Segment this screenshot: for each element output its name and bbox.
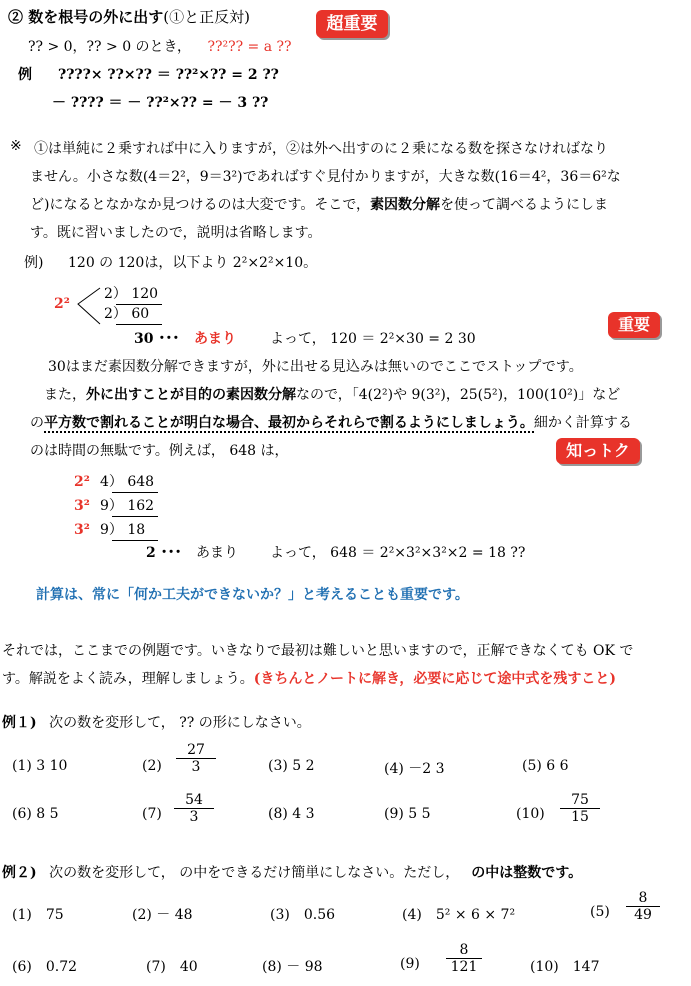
remainder: 30 ･･･ bbox=[134, 331, 180, 347]
intro-line-2a: す。解説をよく読み，理解しましょう。 bbox=[2, 671, 254, 687]
example120-result: よって， 120 ＝ 2²×30 = 2 30 bbox=[270, 331, 476, 347]
note-line-4: す。既に習いましたので，説明は省略します。 bbox=[30, 225, 322, 241]
note-line-2: ません。小さな数(4＝2²，9＝3²)であればすぐ見付かりますが，大きな数(16＝4²，36＝6²な bbox=[30, 169, 621, 185]
fraction-numerator: 8 bbox=[638, 890, 648, 906]
item-number: (8) bbox=[262, 959, 282, 975]
important-badge bbox=[608, 312, 660, 338]
example120-label: 例) bbox=[24, 255, 44, 271]
item-number: (2) bbox=[142, 758, 162, 774]
item-expression: 0.56 bbox=[303, 907, 336, 923]
ex1-item bbox=[12, 806, 59, 822]
item-number: (8) bbox=[268, 806, 288, 822]
example648-result: よって， 648 ＝ 2²×3²×3²×2 = 18 ?? bbox=[270, 545, 526, 561]
super-important-badge bbox=[316, 10, 388, 38]
ex2-item bbox=[402, 904, 515, 924]
item-number: (3) bbox=[268, 758, 288, 774]
important-badge-text: 重要 bbox=[617, 315, 650, 334]
item-number: (6) bbox=[12, 806, 32, 822]
item-number: (9) bbox=[400, 956, 420, 972]
item-number: (10) bbox=[516, 806, 545, 822]
fraction-denominator: 121 bbox=[446, 958, 482, 975]
square-label: 2² bbox=[74, 474, 90, 490]
item-expression: 147 bbox=[572, 959, 600, 975]
item-number: (7) bbox=[142, 806, 162, 822]
division-row: 9） 18 bbox=[100, 522, 146, 538]
item-expression: － 48 bbox=[156, 907, 193, 923]
note-line-1: ①は単純に２乗すれば中に入りますが，②は外へ出すのに２乗になる数を探さなければなり bbox=[34, 141, 608, 157]
item-expression: 40 bbox=[179, 959, 198, 975]
item-expression: 0.72 bbox=[45, 959, 78, 975]
ex2-item bbox=[12, 904, 64, 924]
item-number: (4) bbox=[384, 761, 404, 777]
square-label: 3² bbox=[74, 498, 90, 514]
ex2-item bbox=[12, 956, 77, 976]
intro-line-1: それでは，ここまでの例題です。いきなりで最初は難しいと思いますので，正解できなくても OK で bbox=[2, 643, 634, 659]
example120-square-label: 2² bbox=[54, 296, 70, 312]
item-number: (2) bbox=[132, 907, 152, 923]
item-expression: 5 5 bbox=[408, 806, 431, 822]
item-number: (10) bbox=[530, 959, 559, 975]
ex2-fraction bbox=[446, 942, 482, 975]
tip-line-1 bbox=[44, 384, 620, 404]
tip-badge bbox=[556, 438, 640, 464]
example120-comment: 30はまだ素因数分解できますが，外に出せる見込みは無いのでここでストップです。 bbox=[48, 359, 583, 375]
super-important-badge-text: 超重要 bbox=[326, 14, 378, 34]
condition-formula: ??²?? = a ?? bbox=[207, 39, 292, 55]
ex2-item bbox=[270, 904, 335, 924]
example-line-1: ????× ??×?? ＝ ??²×?? = 2 ?? bbox=[58, 67, 279, 83]
tip-line-2c: 細かく計算する bbox=[533, 415, 632, 431]
item-expression: 75 bbox=[45, 907, 64, 923]
amari-label: あまり bbox=[194, 331, 236, 347]
section-title-text: ② 数を根号の外に出す bbox=[8, 8, 164, 26]
fraction-denominator: 3 bbox=[176, 758, 216, 775]
item-expression: 4 3 bbox=[292, 806, 315, 822]
ex2-label: 例２) bbox=[2, 865, 37, 881]
fraction-denominator: 49 bbox=[626, 906, 660, 923]
item-number: (5) bbox=[590, 904, 610, 920]
ex2-heading bbox=[2, 862, 582, 882]
ex1-item bbox=[522, 758, 569, 774]
division-line bbox=[112, 516, 158, 517]
ex1-instruction: 次の数を変形して， ?? の形にしなさい。 bbox=[49, 715, 311, 731]
fraction-numerator: 54 bbox=[185, 792, 203, 808]
bracket-icon bbox=[76, 284, 102, 330]
section-title bbox=[8, 6, 250, 27]
condition-text: ?? > 0，?? > 0 のとき， bbox=[28, 39, 191, 55]
note-line-3a: ど)になるとなかなか見つけるのは大変です。そこで， bbox=[30, 197, 371, 213]
amari-label: あまり bbox=[196, 545, 238, 561]
fraction-numerator: 8 bbox=[459, 942, 469, 958]
note-line-3 bbox=[30, 194, 608, 214]
fraction-denominator: 15 bbox=[560, 808, 600, 825]
fraction-numerator: 27 bbox=[187, 742, 205, 758]
item-number: (9) bbox=[384, 806, 404, 822]
item-number: (1) bbox=[12, 758, 32, 774]
example-line-2: － ???? ＝ － ??²×?? = － 3 ?? bbox=[52, 95, 269, 111]
item-number: (1) bbox=[12, 907, 32, 923]
ex1-label: 例１) bbox=[2, 715, 37, 731]
division-line bbox=[116, 304, 162, 305]
item-number: (7) bbox=[146, 959, 166, 975]
example-label: 例 bbox=[18, 67, 32, 83]
tip-line-1c: なので，「4(2²)や 9(3²)，25(5²)，100(10²)」など bbox=[296, 387, 621, 403]
item-number: (4) bbox=[402, 907, 422, 923]
tip-keyword: 外に出すことが目的の素因数分解 bbox=[86, 387, 296, 403]
item-expression: 6 6 bbox=[546, 758, 569, 774]
division-line bbox=[116, 324, 162, 325]
division-row: 4） 648 bbox=[100, 474, 155, 490]
division-row: 2） 60 bbox=[104, 306, 150, 322]
tip-line-2 bbox=[30, 412, 632, 432]
remainder: 2 ･･･ bbox=[146, 545, 182, 561]
tip-line-3: のは時間の無駄です。例えば， 648 は， bbox=[30, 443, 289, 459]
division-line bbox=[112, 492, 158, 493]
ex1-item bbox=[12, 758, 67, 774]
ex1-item bbox=[268, 806, 315, 822]
ex1-item bbox=[268, 758, 315, 774]
ex2-item bbox=[146, 956, 198, 976]
item-number: (5) bbox=[522, 758, 542, 774]
item-expression: 8 5 bbox=[36, 806, 59, 822]
ex1-item bbox=[384, 758, 445, 778]
division-row: 9） 162 bbox=[100, 498, 155, 514]
tip-line-2a: の bbox=[30, 415, 44, 431]
item-expression: 5² × 6 × 7² bbox=[435, 907, 516, 923]
square-labels-648 bbox=[74, 470, 90, 542]
division-row: 2） 120 bbox=[104, 286, 159, 302]
ex1-fraction bbox=[560, 792, 600, 825]
tip-emphasis: 平方数で割れることが明白な場合、最初からそれらで割るようにしましょう。 bbox=[44, 415, 534, 431]
item-expression: 3 10 bbox=[36, 758, 68, 774]
tip-badge-text: 知っトク bbox=[566, 441, 630, 460]
ex1-item bbox=[384, 806, 431, 822]
example120-line: 120 の 120は，以下より 2²×2²×10。 bbox=[68, 255, 318, 271]
division-table-648 bbox=[100, 470, 154, 542]
blue-note: 計算は、常に「何か工夫ができないか？」と考えることも重要です。 bbox=[36, 587, 469, 603]
intro-emphasis: (きちんとノートに解き，必要に応じて途中式を残すこと) bbox=[253, 671, 617, 687]
ex1-fraction bbox=[176, 742, 216, 775]
item-number: (6) bbox=[12, 959, 32, 975]
ex1-heading bbox=[2, 712, 311, 732]
item-expression: 5 2 bbox=[292, 758, 315, 774]
intro-line-2 bbox=[2, 668, 616, 688]
note-keyword: 素因数分解 bbox=[370, 197, 441, 213]
item-expression: － 98 bbox=[286, 959, 323, 975]
ex2-item bbox=[530, 956, 599, 976]
division-line bbox=[112, 540, 158, 541]
square-label: 3² bbox=[74, 522, 90, 538]
condition-line bbox=[28, 36, 292, 56]
ex2-item bbox=[262, 956, 323, 976]
fraction-denominator: 3 bbox=[174, 808, 214, 825]
ex2-instruction: 次の数を変形して， の中をできるだけ簡単にしなさい。ただし， bbox=[49, 865, 460, 881]
tip-line-1a: また， bbox=[44, 387, 86, 403]
fraction-numerator: 75 bbox=[571, 792, 589, 808]
note-mark: ※ bbox=[10, 138, 22, 154]
section-title-note: (①と正反対) bbox=[163, 8, 250, 26]
note-line-3c: を使って調べるようにしま bbox=[440, 197, 609, 213]
item-expression: －2 3 bbox=[408, 761, 445, 777]
ex2-fraction bbox=[626, 890, 660, 923]
ex1-fraction bbox=[174, 792, 214, 825]
ex2-instruction-emphasis: の中は整数です。 bbox=[471, 865, 583, 881]
item-number: (3) bbox=[270, 907, 290, 923]
ex2-item bbox=[132, 904, 193, 924]
